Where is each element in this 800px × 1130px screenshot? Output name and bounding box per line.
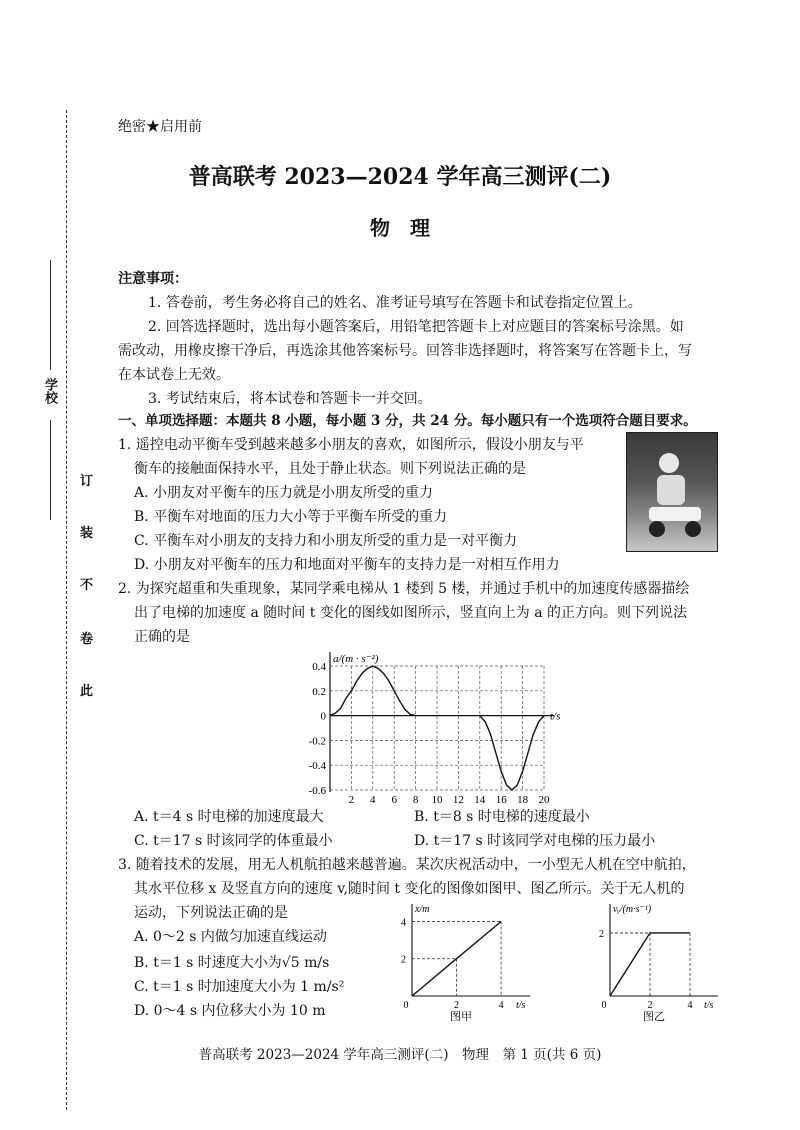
notice-line-5: 3. 考试结束后，将本试卷和答题卡一并交回。 — [148, 391, 432, 407]
notice-heading: 注意事项： — [118, 271, 188, 287]
vy-chart-y-axis-label: vᵧ/(m·s⁻¹) — [613, 904, 652, 915]
q2-stem-3: 正确的是 — [134, 629, 190, 645]
vy-chart-caption: 图乙 — [643, 1011, 665, 1023]
vy-chart-x-tick-label: 4 — [687, 1000, 693, 1011]
seal-char-1: 卷 — [80, 632, 94, 647]
x-tick-label: 14 — [474, 794, 486, 806]
q2-stem-2: 出了电梯的加速度 a 随时间 t 变化的图线如图所示，竖直向上为 a 的正方向。则下列说法 — [134, 605, 688, 621]
xt-chart-caption: 图甲 — [450, 1011, 472, 1023]
x-axis-label: t/s — [550, 710, 561, 723]
q1-stem-1: 1. 遥控电动平衡车受到越来越多小朋友的喜欢，如图所示，假设小朋友与平 — [118, 437, 584, 453]
q2-stem-1: 2. 为探究超重和失重现象，某同学乘电梯从 1 楼到 5 楼，并通过手机中的加速度传感器描绘 — [118, 581, 690, 597]
xt-chart-y-tick-label: 2 — [401, 954, 406, 966]
accel-curve-negative — [480, 716, 544, 790]
q3-option-d: D. 0～4 s 内位移大小为 10 m — [134, 1003, 326, 1019]
q2-option-c: C. t＝17 s 时该同学的体重最小 — [134, 833, 333, 849]
x-tick-label: 4 — [370, 794, 376, 806]
x-tick-label: 6 — [391, 794, 397, 806]
q1-option-b: B. 平衡车对地面的压力大小等于平衡车所受的重力 — [134, 509, 448, 525]
xt-chart-y-tick-label: 4 — [401, 917, 406, 929]
accel-chart — [300, 648, 580, 808]
vy-chart-x-axis-label: t/s — [704, 1000, 714, 1011]
y-tick-label: -0.2 — [308, 735, 326, 748]
y-tick-label: 0.4 — [312, 661, 326, 673]
seal-char-4: 订 — [80, 474, 94, 489]
xt-chart-x-tick-label: 2 — [454, 1000, 460, 1011]
y-tick-label: -0.6 — [308, 785, 326, 797]
xt-chart-x-axis-label: t/s — [516, 1000, 526, 1011]
notice-line-3: 需改动，用橡皮擦干净后，再选涂其他答案标号。回答非选择题时，将答案写在答题卡上，写 — [118, 343, 692, 359]
q1-option-a: A. 小朋友对平衡车的压力就是小朋友所受的重力 — [134, 485, 434, 501]
q2-option-a: A. t＝4 s 时电梯的加速度最大 — [134, 809, 324, 825]
seal-char-0: 此 — [80, 684, 94, 699]
q3-option-c: C. t＝1 s 时加速度大小为 1 m/s² — [134, 979, 345, 995]
q2-option-b: B. t＝8 s 时电梯的速度最小 — [414, 809, 590, 825]
seal-char-2: 不 — [80, 578, 94, 593]
x-tick-label: 2 — [348, 794, 355, 806]
y-axis-label: a/(m · s⁻²) — [333, 653, 379, 665]
x-tick-label: 12 — [452, 794, 464, 806]
q2-option-d: D. t＝17 s 时该同学对电梯的压力最小 — [414, 833, 656, 849]
y-tick-label: 0 — [320, 710, 326, 723]
xt-chart-y-axis-label: x/m — [415, 904, 430, 915]
school-blank — [50, 260, 51, 370]
q1-option-c: C. 平衡车对小朋友的支持力和小朋友所受的重力是一对平衡力 — [134, 533, 518, 549]
notice-line-4: 在本试卷上无效。 — [118, 367, 230, 383]
vertical-velocity-chart — [590, 900, 730, 1024]
q1-stem-2: 衡车的接触面保持水平，且处于静止状态。则下列说法正确的是 — [134, 461, 526, 477]
notice-line-1: 1. 答卷前，考生务必将自己的姓名、准考证号填写在答题卡和试卷指定位置上。 — [148, 295, 642, 311]
x-tick-label: 16 — [495, 794, 507, 806]
x-tick-label: 8 — [412, 794, 419, 806]
exam-title: 普高联考 2023—2024 学年高三测评(二) — [188, 164, 612, 190]
margin-blank-2 — [50, 420, 51, 520]
xt-chart-x-tick-label: 0 — [403, 1000, 409, 1011]
page-footer: 普高联考 2023—2024 学年高三测评(二) 物理 第 1 页(共 6 页) — [198, 1047, 602, 1063]
x-tick-label: 10 — [431, 794, 443, 806]
balance-car-photo — [626, 432, 718, 552]
q3-stem-2: 其水平位移 x 及竖直方向的速度 v,随时间 t 变化的图像如图甲、图乙所示。关于无人机的 — [134, 881, 685, 897]
x-tick-label: 20 — [538, 794, 550, 806]
vy-chart-x-tick-label: 2 — [647, 1000, 653, 1011]
q3-option-b: B. t＝1 s 时速度大小为√5 m/s — [134, 955, 330, 971]
displacement-chart — [392, 900, 542, 1024]
subject-title: 物 理 — [370, 216, 430, 240]
y-tick-label: 0.2 — [312, 685, 326, 698]
q3-option-a: A. 0～2 s 内做匀加速直线运动 — [134, 929, 327, 945]
secret-label: 绝密★启用前 — [118, 119, 202, 135]
school-label: 学校 — [42, 378, 57, 404]
seal-char-3: 装 — [80, 526, 94, 541]
x-tick-label: 18 — [517, 794, 529, 806]
vy-chart-y-tick-label: 2 — [599, 928, 604, 940]
q3-stem-1: 3. 随着技术的发展，用无人机航拍越来越普遍。某次庆祝活动中，一小型无人机在空中航拍， — [118, 857, 696, 873]
xt-chart-x-tick-label: 4 — [498, 1000, 504, 1011]
notice-line-2: 2. 回答选择题时，选出每小题答案后，用铅笔把答题卡上对应题目的答案标号涂黑。如 — [148, 319, 684, 335]
q3-stem-3: 运动，下列说法正确的是 — [134, 905, 288, 921]
vy-chart-x-tick-label: 0 — [601, 1000, 607, 1011]
q1-option-d: D. 小朋友对平衡车的压力和地面对平衡车的支持力是一对相互作用力 — [134, 557, 560, 573]
binding-line — [66, 110, 67, 1110]
y-tick-label: -0.4 — [308, 760, 326, 773]
section-heading: 一、单项选择题：本题共 8 小题，每小题 3 分，共 24 分。每小题只有一个选项符合题目要求。 — [118, 413, 697, 429]
